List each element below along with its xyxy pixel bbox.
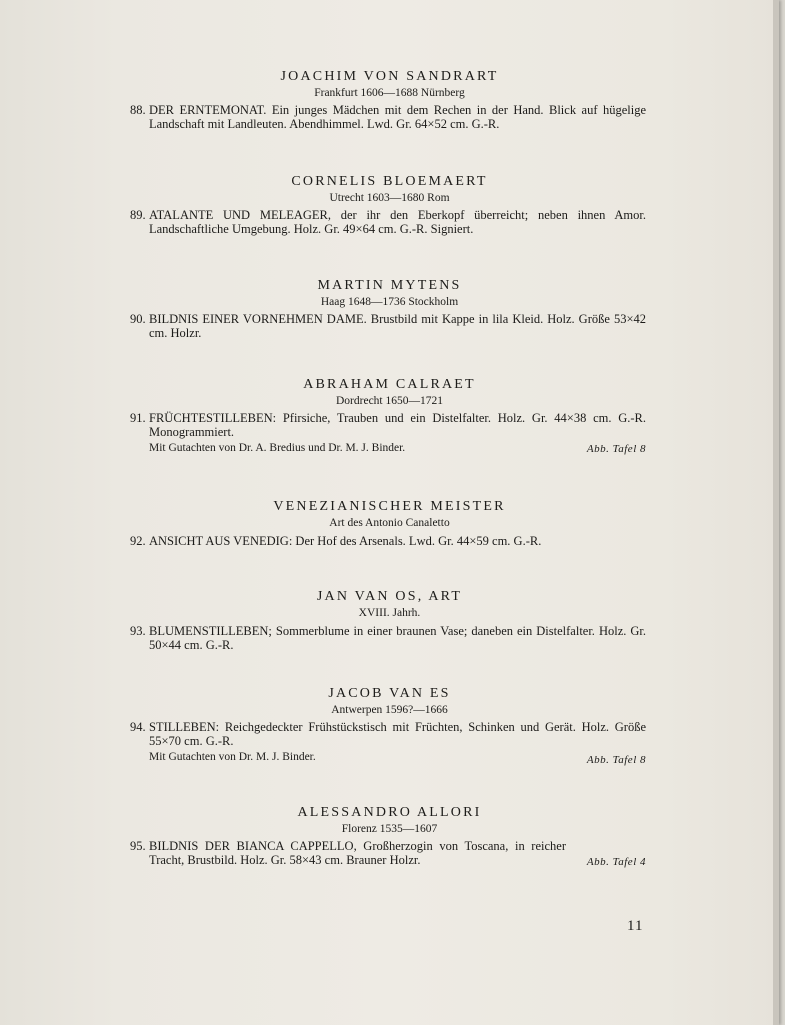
description-text: DER ERNTEMONAT. Ein junges Mädchen mit dem Rechen in der Hand. Blick auf hügelige Landschaft mit Landleuten. Abendhimmel. Lwd. Gr. 64×52 cm. G.-R. xyxy=(149,103,646,131)
artwork-description xyxy=(131,411,646,439)
catalog-entry-91 xyxy=(0,377,779,455)
artist-name: JAN VAN OS, ART xyxy=(316,589,463,604)
plate-reference: Abb. Tafel 4 xyxy=(586,856,646,868)
artwork-description xyxy=(131,624,646,652)
artist-dates: Antwerpen 1596?—1666 xyxy=(331,704,448,716)
artist-name: VENEZIANISCHER MEISTER xyxy=(273,499,506,514)
lot-number: 94. xyxy=(130,720,146,734)
description-text: BILDNIS DER BIANCA CAPPELLO, Großherzogin von Toscana, in reicher Tracht, Brustbild. Holz. Gr. 58×43 cm. Brauner Holzr. xyxy=(149,839,566,867)
artist-name: CORNELIS BLOEMAERT xyxy=(291,174,488,189)
catalog-entry-95 xyxy=(0,805,779,867)
catalog-entry-93 xyxy=(0,589,779,652)
expert-opinion-note xyxy=(149,441,646,455)
artist-dates: Florenz 1535—1607 xyxy=(341,823,438,835)
catalog-entry-94 xyxy=(0,686,779,764)
artwork-description xyxy=(131,103,646,131)
description-text: STILLEBEN: Reichgedeckter Frühstückstisch mit Früchten, Schinken und Gerät. Holz. Größe 55×70 cm. G.-R. xyxy=(149,720,646,748)
description-text: ATALANTE UND MELEAGER, der ihr den Eberkopf überreicht; neben ihnen Amor. Landschaftliche Umgebung. Holz. Gr. 49×64 cm. G.-R. Signiert. xyxy=(149,208,646,236)
artist-name: JOACHIM VON SANDRART xyxy=(280,69,499,84)
description-text: FRÜCHTESTILLEBEN: Pfirsiche, Trauben und ein Distelfalter. Holz. Gr. 44×38 cm. G.-R. Monogrammiert. xyxy=(149,411,646,439)
note-text: Mit Gutachten von Dr. A. Bredius und Dr. M. J. Binder. xyxy=(149,442,406,454)
lot-number: 95. xyxy=(130,839,146,853)
page-number: 11 xyxy=(627,918,644,934)
page-edge xyxy=(773,0,779,1025)
artist-dates: Utrecht 1603—1680 Rom xyxy=(329,192,450,204)
lot-number: 91. xyxy=(130,411,146,425)
artist-dates: Frankfurt 1606—1688 Nürnberg xyxy=(314,87,465,99)
lot-number: 89. xyxy=(130,208,146,222)
description-text: ANSICHT AUS VENEDIG: Der Hof des Arsenals. Lwd. Gr. 44×59 cm. G.-R. xyxy=(149,534,542,548)
catalog-entry-90 xyxy=(0,278,779,340)
catalog-entry-89 xyxy=(0,174,779,236)
artist-name: JACOB VAN ES xyxy=(328,686,451,701)
lot-number: 92. xyxy=(130,534,146,548)
description-text: BILDNIS EINER VORNEHMEN DAME. Brustbild mit Kappe in lila Kleid. Holz. Größe 53×42 cm. Holzr. xyxy=(149,312,646,340)
catalog-entry-88 xyxy=(0,69,779,131)
lot-number: 93. xyxy=(130,624,146,638)
catalog-entry-92 xyxy=(0,499,779,548)
lot-number: 88. xyxy=(130,103,146,117)
artist-dates: Dordrecht 1650—1721 xyxy=(336,395,443,407)
artwork-description xyxy=(131,534,646,548)
artwork-description xyxy=(131,208,646,236)
artist-name: ALESSANDRO ALLORI xyxy=(297,805,482,820)
note-text: Mit Gutachten von Dr. M. J. Binder. xyxy=(149,751,316,763)
artist-name: ABRAHAM CALRAET xyxy=(303,377,476,392)
artwork-description xyxy=(131,839,646,867)
artwork-description xyxy=(131,720,646,748)
lot-number: 90. xyxy=(130,312,146,326)
artwork-description xyxy=(131,312,646,340)
plate-reference: Abb. Tafel 8 xyxy=(586,754,646,766)
artist-dates: Art des Antonio Canaletto xyxy=(329,517,450,529)
description-text: BLUMENSTILLEBEN; Sommerblume in einer braunen Vase; daneben ein Distelfalter. Holz. Gr. 50×44 cm. G.-R. xyxy=(149,624,646,652)
expert-opinion-note xyxy=(149,750,646,764)
artist-name: MARTIN MYTENS xyxy=(317,278,462,293)
artist-dates: XVIII. Jahrh. xyxy=(358,607,421,619)
artist-dates: Haag 1648—1736 Stockholm xyxy=(320,296,459,308)
plate-reference: Abb. Tafel 8 xyxy=(586,443,646,455)
